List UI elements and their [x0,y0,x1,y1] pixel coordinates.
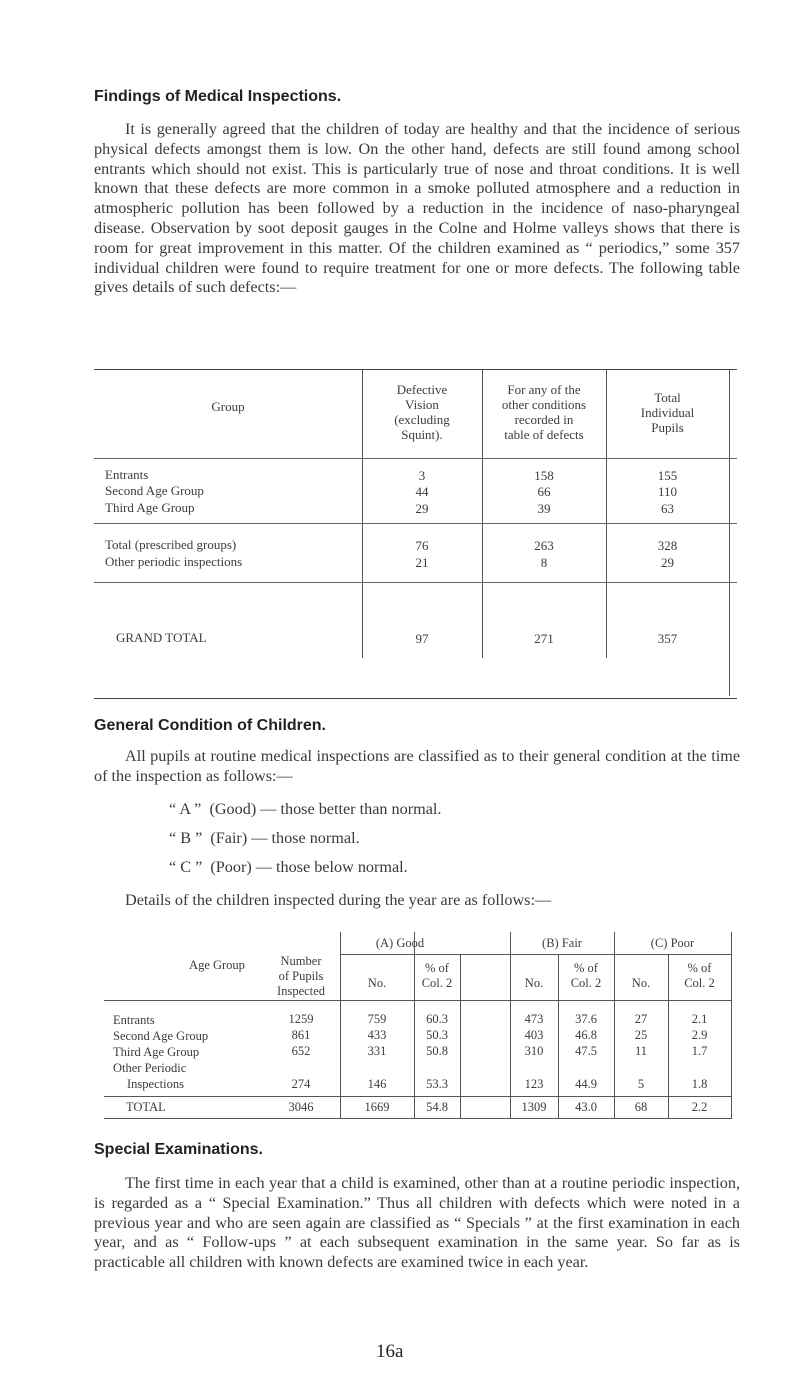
header-a-good: (A) Good [375,936,425,950]
table-cell: 310 [524,1044,544,1058]
table-cell: 54.8 [426,1100,448,1114]
class-b-line: “ B ” (Fair) — those normal. [169,829,360,847]
table-rule [94,458,737,459]
table-cell: 63 [661,501,674,516]
table-row-label: TOTAL [126,1100,166,1114]
special-examinations-paragraph: The first time in each year that a child is examined, other than at a routine periodic inspection, is regarded as a “ Special Examination.” Thus all children with defects which were noted in a previous year and who are seen again are classified as “ Specials ” at the first examination in each year, and as “ Follow-ups ” at each subsequent examination in the same year. So far as is practicable all children with known defects are examined twice in each year. [94,1174,740,1272]
table-rule [340,954,732,955]
table-row-label: Third Age Group [105,500,195,515]
section-heading-special-examinations: Special Examinations. [94,1141,263,1158]
table-cell: 652 [291,1044,311,1058]
table-row-label: Third Age Group [113,1045,200,1059]
findings-paragraph: It is generally agreed that the children of today are healthy and that the incidence of serious physical defects amongst them is low. On the other hand, defects are still found among school entrants which should not exist. This is particularly true of nose and throat conditions. It is well known that these defects are more common in a smoke polluted atmosphere and a reduction in atmospheric pollution has been followed by a reduction in the incidence of naso-pharyngeal disease. Observation by soot deposit gauges in the Colne and Holme valleys shows that there is room for great improvement in this matter. Of the children examined as “ periodics,” some 357 individual children were found to require treatment for one or more defects. The following table gives details of such defects:— [94,120,740,297]
table-cell: 263 [534,538,554,553]
table-cell: 146 [367,1077,387,1091]
table-row-label: Other periodic inspections [105,554,243,569]
details-line: Details of the children inspected during the year are as follows:— [125,891,552,909]
class-c-line: “ C ” (Poor) — those below normal. [169,858,408,876]
table-cell: 2.1 [691,1012,708,1026]
header-no: No. [524,976,544,990]
table-row-label: Second Age Group [113,1029,209,1043]
table-cell: 3046 [288,1100,314,1114]
table-cell: 110 [657,484,678,499]
table-cell: 433 [367,1028,387,1042]
table-rule [94,523,737,524]
table-cell: 357 [657,631,678,646]
header-group: Group [211,399,245,414]
table-cell: 76 [415,538,429,553]
table-rule [104,1096,732,1097]
table-cell: 29 [661,555,674,570]
header-c-poor: (C) Poor [650,936,695,950]
table-cell: 274 [291,1077,311,1091]
page-number: 16a [376,1341,404,1362]
header-pct: % of Col. 2 [421,961,453,990]
table-cell: 123 [524,1077,544,1091]
table-cell: 759 [367,1012,387,1026]
table-row-label: Entrants [105,467,149,482]
table-cell: 2.9 [691,1028,708,1042]
table-cell: 473 [524,1012,544,1026]
table-cell: 44.9 [575,1077,597,1091]
table-cell: 37.6 [575,1012,597,1026]
table-cell: 861 [291,1028,311,1042]
table-cell: 1259 [288,1012,314,1026]
section-heading-findings: Findings of Medical Inspections. [94,88,342,105]
header-defective-vision: Defective Vision (excluding Squint). [394,382,450,442]
header-no: No. [367,976,387,990]
section-heading-general-condition: General Condition of Children. [94,717,326,734]
table-cell: 39 [537,501,551,516]
table-cell: 60.3 [426,1012,448,1026]
table-cell: 331 [367,1044,387,1058]
table-rule [460,954,461,1118]
table-cell: 3 [418,468,426,483]
header-pct: % of Col. 2 [570,961,602,990]
table-rule [104,1118,732,1119]
header-b-fair: (B) Fair [542,936,582,950]
table-cell: 155 [657,468,678,483]
table-cell: 68 [634,1100,648,1114]
defects-table [94,369,737,699]
table-cell: 403 [524,1028,544,1042]
table-cell: 328 [657,538,678,553]
table-row-label: Inspections [127,1077,184,1091]
general-condition-intro: All pupils at routine medical inspections are classified as to their general condition at the time of the inspection as follows:— [94,747,740,785]
table-row-label: Entrants [113,1013,155,1027]
table-cell: 29 [415,501,429,516]
table-cell: 5 [637,1077,645,1091]
table-row-label: GRAND TOTAL [116,630,207,645]
table-cell: 1309 [521,1100,547,1114]
table-cell: 27 [634,1012,648,1026]
table-cell: 1.8 [691,1077,708,1091]
table-cell: 53.3 [426,1077,448,1091]
table-rule [94,582,737,583]
table-cell: 271 [534,631,554,646]
table-rule [729,370,730,696]
class-a-line: “ A ” (Good) — those better than normal. [169,800,442,818]
table-cell: 158 [534,468,554,483]
table-cell: 1.7 [691,1044,708,1058]
table-cell: 44 [415,484,429,499]
table-cell: 11 [634,1044,648,1058]
header-age-group: Age Group [189,958,245,972]
table-cell: 50.8 [426,1044,448,1058]
table-cell: 50.3 [426,1028,448,1042]
table-cell: 47.5 [575,1044,597,1058]
header-number-inspected: Number of Pupils Inspected [277,954,325,998]
table-row-label: Other Periodic [113,1061,187,1075]
table-cell: 21 [415,555,429,570]
table-cell: 25 [634,1028,648,1042]
table-cell: 1669 [364,1100,390,1114]
header-no: No. [631,976,651,990]
table-row-label: Total (prescribed groups) [105,537,237,552]
table-cell: 66 [537,484,551,499]
table-cell: 46.8 [575,1028,597,1042]
table-row-label: Second Age Group [105,483,204,498]
header-pct: % of Col. 2 [684,961,715,990]
table-rule [104,1000,732,1001]
header-total-individual: Total Individual Pupils [640,390,695,435]
table-cell: 8 [540,555,548,570]
table-cell: 2.2 [691,1100,708,1114]
table-cell: 97 [415,631,429,646]
header-other-conditions: For any of the other conditions recorded in table of defects [501,382,587,442]
condition-table [94,932,734,1120]
table-cell: 43.0 [575,1100,597,1114]
table-rule [731,932,732,1118]
